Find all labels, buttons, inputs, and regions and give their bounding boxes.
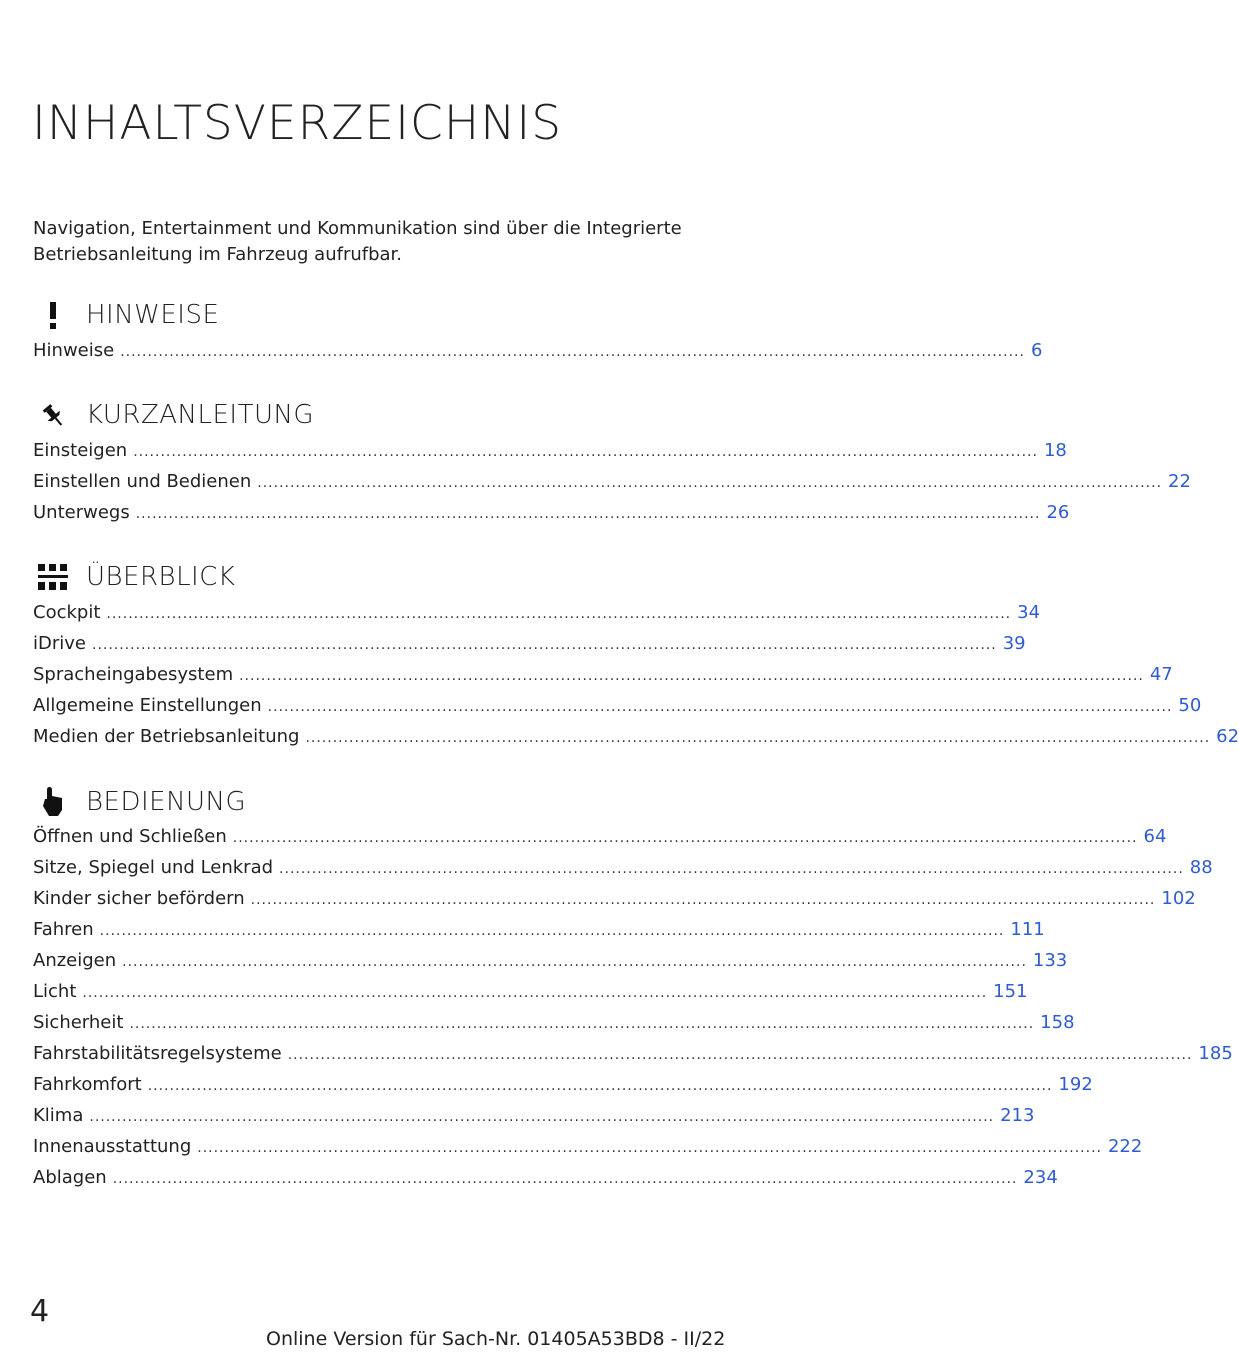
- toc-entry-label: Spracheingabesystem: [33, 664, 234, 685]
- toc-entry-page[interactable]: 111: [1010, 919, 1045, 940]
- section-heading-kurzanleitung: [33, 397, 693, 433]
- toc-entry-page[interactable]: 151: [993, 981, 1028, 1002]
- dot-leader: ......................................................................................................................................................................: [287, 1047, 1193, 1063]
- toc-entry-label: iDrive: [33, 633, 86, 654]
- dot-leader: ......................................................................................................................................................................: [120, 344, 1025, 360]
- dot-leader: ......................................................................................................................................................................: [106, 606, 1012, 622]
- toc-entry[interactable]: [33, 1074, 1093, 1105]
- toc-entry-label: Fahrkomfort: [33, 1074, 142, 1095]
- toc-entry-page[interactable]: 213: [1000, 1105, 1035, 1126]
- toc-entry[interactable]: [33, 1167, 1058, 1198]
- toc-entry[interactable]: [33, 826, 1167, 857]
- toc-entry-page[interactable]: 158: [1040, 1012, 1075, 1033]
- toc-entry-page[interactable]: 47: [1149, 664, 1173, 685]
- toc-entry[interactable]: [33, 502, 1070, 533]
- toc-entry-page[interactable]: 26: [1046, 502, 1070, 523]
- toc-entry[interactable]: [33, 695, 1202, 726]
- dot-leader: ......................................................................................................................................................................: [267, 699, 1173, 715]
- toc-entry-page[interactable]: 88: [1189, 857, 1213, 878]
- dot-leader: ......................................................................................................................................................................: [197, 1140, 1102, 1156]
- toc-list-bedienung: [33, 826, 1233, 1198]
- dot-leader: ......................................................................................................................................................................: [99, 923, 1005, 939]
- toc-entry-page[interactable]: 39: [1002, 633, 1026, 654]
- dot-leader: ......................................................................................................................................................................: [305, 730, 1211, 746]
- toc-entry-page[interactable]: 192: [1058, 1074, 1093, 1095]
- section-heading-hinweise: [33, 297, 693, 333]
- toc-entry-page[interactable]: 234: [1023, 1167, 1058, 1188]
- toc-entry-label: Fahren: [33, 919, 94, 940]
- toc-entry[interactable]: [33, 664, 1173, 695]
- dot-leader: ......................................................................................................................................................................: [257, 475, 1163, 491]
- toc-entry-page[interactable]: 62: [1216, 726, 1239, 747]
- toc-entry-page[interactable]: 22: [1168, 471, 1191, 492]
- toc-entry[interactable]: [33, 919, 1045, 950]
- toc-entry-page[interactable]: 34: [1017, 602, 1041, 623]
- toc-entry-label: Anzeigen: [33, 950, 117, 971]
- grid-icon: [33, 559, 73, 595]
- toc-entry-label: Einstellen und Bedienen: [33, 471, 252, 492]
- dot-leader: ......................................................................................................................................................................: [147, 1078, 1053, 1094]
- toc-entry-page[interactable]: 133: [1032, 950, 1068, 971]
- toc-entry[interactable]: [33, 1105, 1035, 1136]
- toc-entry[interactable]: [33, 633, 1026, 664]
- toc-entry-label: Öffnen und Schließen: [33, 826, 227, 847]
- intro-text: Navigation, Entertainment und Kommunikation sind über die Integrierte Betriebsanleitung im Fahrzeug aufrufbar.: [33, 218, 682, 265]
- dot-leader: ......................................................................................................................................................................: [135, 506, 1041, 522]
- dot-leader: ......................................................................................................................................................................: [89, 1109, 995, 1125]
- toc-list-hinweise: [33, 340, 1043, 371]
- section-heading-ueberblick: [33, 559, 693, 595]
- section-title: KURZANLEITUNG: [86, 400, 315, 430]
- dot-leader: ......................................................................................................................................................................: [92, 637, 997, 653]
- hand-pointer-icon: [33, 784, 73, 820]
- toc-entry-label: Allgemeine Einstellungen: [33, 695, 262, 716]
- toc-entry[interactable]: [33, 1136, 1143, 1167]
- toc-entry-page[interactable]: 18: [1043, 440, 1067, 461]
- toc-entry-label: Einsteigen: [33, 440, 128, 461]
- toc-entry[interactable]: [33, 1012, 1075, 1043]
- toc-entry-page[interactable]: 50: [1178, 695, 1202, 716]
- dot-leader: ......................................................................................................................................................................: [82, 985, 988, 1001]
- toc-entry[interactable]: [33, 857, 1213, 888]
- pin-icon: [33, 397, 73, 433]
- section-heading-bedienung: [33, 784, 693, 820]
- dot-leader: ......................................................................................................................................................................: [129, 1016, 1035, 1032]
- toc-entry[interactable]: [33, 981, 1028, 1012]
- toc-entry[interactable]: [33, 1043, 1233, 1074]
- toc-entry-label: Ablagen: [33, 1167, 107, 1188]
- dot-leader: ......................................................................................................................................................................: [122, 954, 1027, 970]
- toc-entry-label: Kinder sicher befördern: [33, 888, 245, 909]
- toc-entry[interactable]: [33, 726, 1239, 757]
- section-title: BEDIENUNG: [86, 787, 247, 817]
- toc-entry[interactable]: [33, 340, 1043, 371]
- dot-leader: ......................................................................................................................................................................: [250, 892, 1156, 908]
- toc-entry-page[interactable]: 102: [1161, 888, 1196, 909]
- toc-entry-label: Medien der Betriebsanleitung: [33, 726, 300, 747]
- toc-entry-label: Unterwegs: [33, 502, 130, 523]
- toc-entry-page[interactable]: 6: [1030, 340, 1043, 361]
- toc-entry[interactable]: [33, 440, 1067, 471]
- toc-list-ueberblick: [33, 602, 1239, 757]
- toc-entry-page[interactable]: 185: [1198, 1043, 1233, 1064]
- toc-entry[interactable]: [33, 888, 1196, 919]
- toc-entry-label: Innenausstattung: [33, 1136, 192, 1157]
- page-number: 4: [30, 1294, 50, 1329]
- toc-entry-label: Licht: [33, 981, 77, 1002]
- toc-list-kurzanleitung: [33, 440, 1191, 533]
- toc-entry-label: Hinweise: [33, 340, 115, 361]
- dot-leader: ......................................................................................................................................................................: [133, 444, 1038, 460]
- dot-leader: ......................................................................................................................................................................: [112, 1171, 1018, 1187]
- toc-entry-label: Sicherheit: [33, 1012, 124, 1033]
- exclamation-icon: [33, 297, 73, 333]
- section-title: ÜBERBLICK: [86, 562, 236, 592]
- toc-entry-page[interactable]: 64: [1143, 826, 1167, 847]
- dot-leader: ......................................................................................................................................................................: [232, 830, 1138, 846]
- dot-leader: ......................................................................................................................................................................: [239, 668, 1144, 684]
- dot-leader: ......................................................................................................................................................................: [279, 861, 1184, 877]
- toc-entry[interactable]: [33, 471, 1191, 502]
- footer-version-note: Online Version für Sach-Nr. 01405A53BD8 - II/22: [266, 1328, 726, 1350]
- toc-entry-label: Klima: [33, 1105, 84, 1126]
- toc-entry-label: Sitze, Spiegel und Lenkrad: [33, 857, 274, 878]
- toc-entry-label: Fahrstabilitätsregelsysteme: [33, 1043, 282, 1064]
- page-title: INHALTSVERZEICHNIS: [32, 96, 563, 151]
- toc-entry-label: Cockpit: [33, 602, 101, 623]
- toc-entry[interactable]: [33, 602, 1041, 633]
- toc-entry[interactable]: [33, 950, 1068, 981]
- section-title: HINWEISE: [86, 300, 220, 330]
- toc-entry-page[interactable]: 222: [1107, 1136, 1143, 1157]
